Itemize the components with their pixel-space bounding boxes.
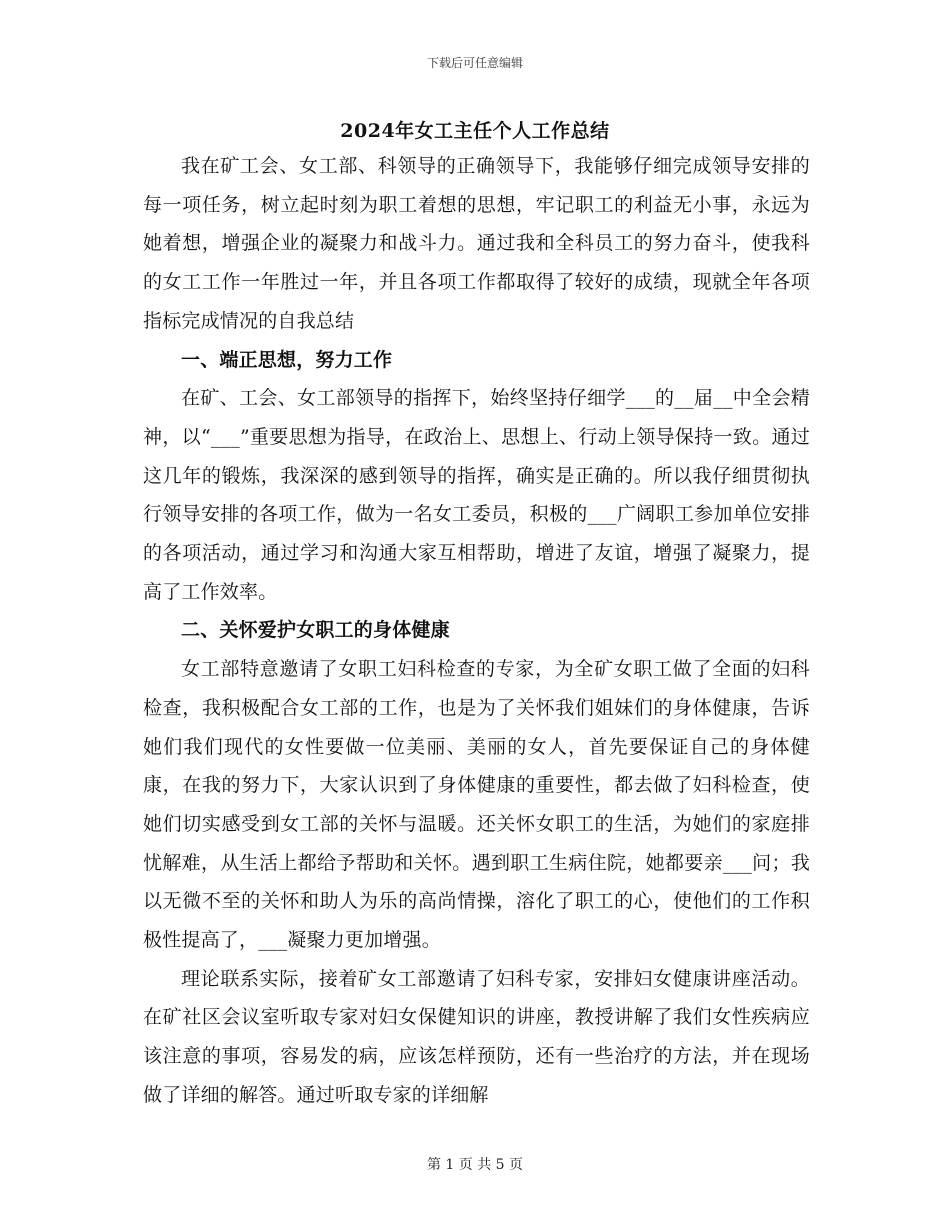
document-body (143, 147, 810, 1115)
section-1-paragraph: 在矿、工会、女工部领导的指挥下，始终坚持仔细学___的__届__中全会精神，以“___”重要思想为指导，在政治上、思想上、行动上领导保持一致。通过这几年的锻炼，我深深的感到领导的指挥，确实是正确的。所以我仔细贯彻执行领导安排的各项工作，做为一名女工委员，积极的___广阔职工参加单位安排的各项活动，通过学习和沟通大家互相帮助，增进了友谊，增强了凝聚力，提高了工作效率。 (143, 387, 810, 603)
header-note: 下载后可任意编辑 (426, 56, 523, 70)
section-heading-1: 一、端正思想，努力工作 (181, 348, 393, 371)
intro-paragraph: 我在矿工会、女工部、科领导的正确领导下，我能够仔细完成领导安排的每一项任务，树立起时刻为职工着想的思想，牢记职工的利益无小事，永远为她着想，增强企业的凝聚力和战斗力。通过我和全科员工的努力奋斗，使我科的女工工作一年胜过一年，并且各项工作都取得了较好的成绩，现就全年各项指标完成情况的自我总结 (143, 155, 810, 332)
document-title: 2024年女工主任个人工作总结 (340, 120, 610, 142)
section-2-paragraph-2: 理论联系实际，接着矿女工部邀请了妇科专家，安排妇女健康讲座活动。在矿社区会议室听取专家对妇女保健知识的讲座，教授讲解了我们女性疾病应该注意的事项，容易发的病，应该怎样预防，还有一些治疗的方法，并在现场做了详细的解答。通过听取专家的详细解 (143, 967, 810, 1106)
section-2-paragraph-1: 女工部特意邀请了女职工妇科检查的专家，为全矿女职工做了全面的妇科检查，我积极配合女工部的工作，也是为了关怀我们姐妹们的身体健康，告诉她们我们现代的女性要做一位美丽、美丽的女人，首先要保证自己的身体健康，在我的努力下，大家认识到了身体健康的重要性，都去做了妇科检查，使她们切实感受到女工部的关怀与温暖。还关怀女职工的生活，为她们的家庭排忧解难，从生活上都给予帮助和关怀。遇到职工生病住院，她都要亲___问；我以无微不至的关怀和助人为乐的高尚情操，溶化了职工的心，使他们的工作积极性提高了，___凝聚力更加增强。 (143, 658, 810, 952)
page-number: 第 1 页 共 5 页 (426, 1157, 524, 1173)
section-heading-2: 二、关怀爱护女职工的身体健康 (181, 619, 450, 642)
